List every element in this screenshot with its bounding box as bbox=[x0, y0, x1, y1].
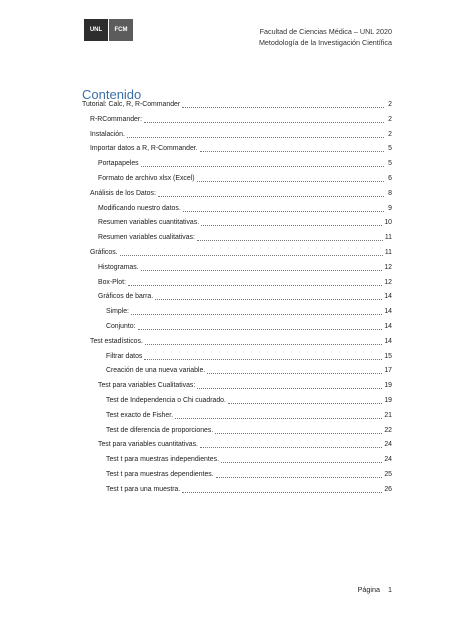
toc-leader-dots bbox=[182, 492, 382, 493]
toc-leader-dots bbox=[141, 166, 384, 167]
toc-entry-label: Test exacto de Fisher. bbox=[106, 411, 174, 419]
toc-leader-dots bbox=[201, 225, 382, 226]
toc-entry[interactable] bbox=[106, 484, 392, 496]
toc-entry-page: 14 bbox=[384, 323, 392, 330]
page-footer bbox=[358, 585, 392, 594]
toc-entry-page: 15 bbox=[384, 352, 392, 360]
toc-leader-dots bbox=[215, 433, 382, 434]
toc-leader-dots bbox=[144, 122, 384, 123]
toc-entry-label: Tutorial: Calc, R, R-Commander bbox=[82, 101, 181, 108]
toc-entry-page: 2 bbox=[388, 130, 392, 138]
toc-leader-dots bbox=[207, 373, 382, 374]
toc-entry-label: Formato de archivo xlsx (Excel) bbox=[98, 175, 195, 182]
toc-entry-label: Test de diferencia de proporciones. bbox=[106, 426, 214, 434]
logo-fcm-text: FCM bbox=[114, 27, 128, 33]
toc-entry-label: Test para variables Cualitativas: bbox=[98, 382, 196, 390]
toc-entry-page: 9 bbox=[388, 204, 392, 212]
toc-entry[interactable] bbox=[90, 247, 392, 259]
toc-entry-page: 14 bbox=[384, 308, 392, 316]
toc-entry-page: 25 bbox=[384, 471, 392, 478]
toc-title: Contenido bbox=[82, 87, 142, 102]
toc-leader-dots bbox=[183, 211, 384, 212]
toc-entry-page: 26 bbox=[384, 485, 392, 493]
toc-entry-label: Test t para una muestra. bbox=[106, 485, 181, 493]
toc-entry-page: 19 bbox=[384, 382, 392, 390]
toc-entry-page: 12 bbox=[384, 263, 392, 271]
toc-entry-page: 5 bbox=[388, 145, 392, 153]
toc-entry-label: Portapapeles bbox=[98, 160, 139, 168]
toc-entry-label: Test estadísticos. bbox=[90, 337, 143, 345]
toc-leader-dots bbox=[228, 403, 382, 404]
toc-entry[interactable] bbox=[98, 217, 392, 229]
toc-leader-dots bbox=[197, 240, 383, 241]
footer-page-label: Página bbox=[357, 585, 380, 594]
toc-entry[interactable] bbox=[106, 425, 392, 437]
toc-leader-dots bbox=[197, 181, 385, 182]
toc-entry-page: 19 bbox=[384, 397, 392, 404]
toc-entry[interactable] bbox=[98, 158, 392, 170]
toc-leader-dots bbox=[138, 329, 383, 330]
toc-leader-dots bbox=[145, 344, 382, 345]
toc-entry-page: 14 bbox=[384, 337, 392, 345]
toc-entry[interactable] bbox=[106, 454, 392, 466]
header-line-2: Metodología de la Investigación Científica bbox=[258, 38, 392, 47]
toc-entry-page: 8 bbox=[388, 189, 392, 197]
logo-unl-text: UNL bbox=[89, 27, 103, 33]
toc-entry-page: 11 bbox=[384, 234, 392, 242]
toc-entry-label: Creación de una nueva variable. bbox=[106, 367, 206, 375]
toc-entry[interactable] bbox=[106, 306, 392, 318]
toc-leader-dots bbox=[141, 270, 383, 271]
toc-entry-page: 2 bbox=[388, 115, 392, 123]
toc-entry[interactable] bbox=[106, 395, 392, 407]
toc-entry-label: Modificando nuestro datos. bbox=[98, 204, 181, 212]
toc-entry[interactable] bbox=[106, 351, 392, 363]
toc-entry[interactable] bbox=[98, 203, 392, 215]
toc-entry-label: Gráficos. bbox=[90, 249, 118, 256]
toc-entry[interactable] bbox=[98, 232, 392, 244]
toc-entry[interactable] bbox=[98, 380, 392, 392]
toc-entry-page: 24 bbox=[384, 456, 392, 464]
toc-leader-dots bbox=[221, 462, 382, 463]
toc-entry-page: 12 bbox=[384, 278, 392, 286]
toc-leader-dots bbox=[200, 151, 384, 152]
toc-leader-dots bbox=[182, 107, 384, 108]
toc-leader-dots bbox=[216, 477, 383, 478]
toc-leader-dots bbox=[128, 285, 382, 286]
page-header bbox=[259, 26, 392, 48]
toc-entry-label: Conjunto: bbox=[106, 323, 136, 330]
toc-entry-page: 14 bbox=[384, 293, 392, 301]
toc-entry-label: Test t para muestras independientes. bbox=[106, 456, 219, 464]
toc-entry[interactable] bbox=[90, 129, 392, 141]
toc-entry-label: Gráficos de barra. bbox=[98, 293, 154, 301]
toc-entry-label: Filtrar datos bbox=[106, 352, 143, 360]
toc-entry[interactable] bbox=[90, 188, 392, 200]
toc-entry[interactable] bbox=[106, 469, 392, 481]
toc-leader-dots bbox=[120, 255, 383, 256]
logo-fcm-box bbox=[109, 19, 133, 41]
toc-leader-dots bbox=[200, 447, 382, 448]
unl-fcm-logo bbox=[84, 19, 133, 41]
toc-entry-label: Resumen variables cualitativas: bbox=[98, 234, 195, 242]
logo-unl-box bbox=[84, 19, 108, 41]
toc-leader-dots bbox=[131, 314, 382, 315]
header-line-1: Facultad de Ciencias Médica – UNL 2020 bbox=[259, 27, 392, 36]
toc-entry-page: 17 bbox=[384, 367, 392, 375]
toc-entry[interactable] bbox=[82, 99, 392, 111]
toc-entry-page: 10 bbox=[384, 219, 392, 227]
toc-entry[interactable] bbox=[90, 114, 392, 126]
toc-entry-page: 6 bbox=[388, 175, 392, 182]
toc-entry[interactable] bbox=[106, 321, 392, 333]
toc-entry[interactable] bbox=[98, 262, 392, 274]
toc-leader-dots bbox=[155, 299, 382, 300]
toc-leader-dots bbox=[158, 196, 384, 197]
toc-entry[interactable] bbox=[98, 291, 392, 303]
toc-entry-label: R-RCommander: bbox=[90, 115, 143, 123]
toc-entry-page: 21 bbox=[384, 411, 392, 419]
toc-entry-page: 2 bbox=[388, 101, 392, 108]
toc-entry-page: 24 bbox=[384, 441, 392, 449]
toc-entry-page: 5 bbox=[388, 160, 392, 168]
toc-entry[interactable] bbox=[98, 173, 392, 185]
toc-entry[interactable] bbox=[106, 410, 392, 422]
toc-entry-label: Test para variables cuantitativas. bbox=[98, 441, 198, 449]
toc-leader-dots bbox=[144, 359, 382, 360]
toc-entry-label: Test de Independencia o Chi cuadrado. bbox=[106, 397, 226, 404]
toc-entry-label: Simple: bbox=[106, 308, 129, 316]
toc-entry-label: Análisis de los Datos: bbox=[90, 189, 156, 197]
toc-entry-label: Resumen variables cuantitativas. bbox=[98, 219, 200, 227]
footer-page-number: 1 bbox=[388, 585, 392, 594]
toc-leader-dots bbox=[197, 388, 382, 389]
toc-entry-label: Box-Plot: bbox=[98, 278, 126, 286]
toc-entry[interactable] bbox=[98, 439, 392, 451]
toc-entry-label: Histogramas. bbox=[98, 263, 139, 271]
toc-entry-page: 11 bbox=[384, 249, 392, 256]
toc-entry[interactable] bbox=[106, 365, 392, 377]
toc-entry[interactable] bbox=[98, 277, 392, 289]
toc-entry-label: Instalación. bbox=[90, 130, 125, 138]
toc-entry[interactable] bbox=[90, 336, 392, 348]
toc-entry[interactable] bbox=[90, 143, 392, 155]
toc-entry-label: Test t para muestras dependientes. bbox=[106, 471, 214, 478]
toc-leader-dots bbox=[175, 418, 382, 419]
toc-leader-dots bbox=[127, 137, 384, 138]
toc-entry-page: 22 bbox=[384, 426, 392, 434]
toc-entry-label: Importar datos a R, R-Commander. bbox=[90, 145, 198, 153]
